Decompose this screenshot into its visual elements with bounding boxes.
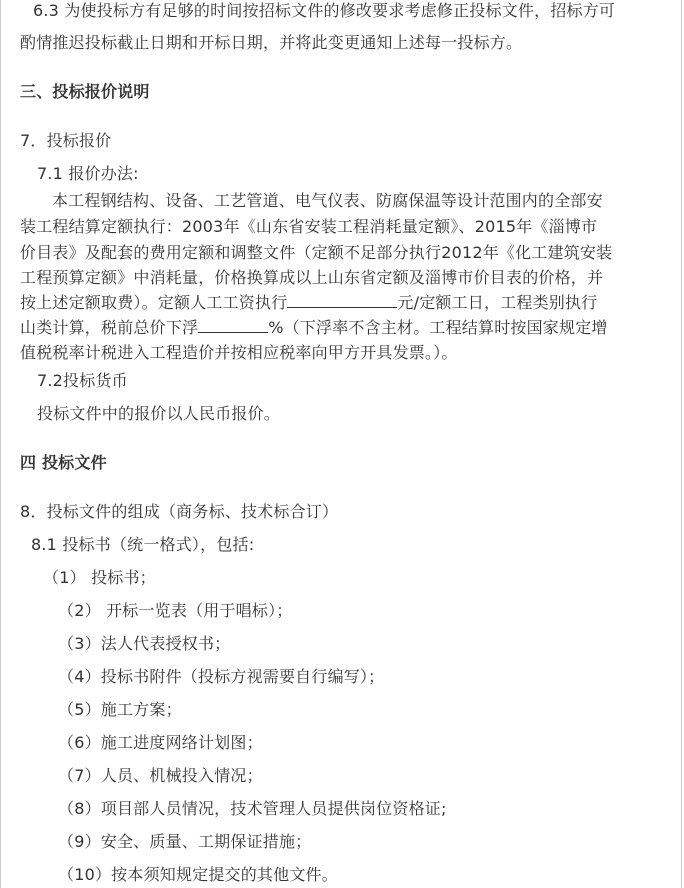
list-item: （4）投标书附件（投标方视需要自行编写）； <box>58 667 385 686</box>
item-7-title: 7．投标报价 <box>20 131 112 150</box>
list-item: （2） 开标一览表（用于唱标）； <box>58 601 293 620</box>
paragraph-line-4: 工程预算定额》中消耗量，价格换算成以上山东省定额及淄博市价目表的价格，并 <box>20 268 604 287</box>
discount-blank <box>198 318 268 333</box>
list-item: （5）施工方案； <box>58 700 182 719</box>
paragraph-line-6-text-b: %（下浮率不含主材。工程结算时按国家规定增 <box>268 318 608 337</box>
section-4-heading: 四 投标文件 <box>20 453 107 472</box>
wage-blank <box>287 293 397 308</box>
item-8-1-title: 8.1 投标书（统一格式），包括: <box>31 535 255 554</box>
list-item: （1） 投标书； <box>43 568 156 587</box>
paragraph-line-3: 价目表》及配套的费用定额和调整文件（定额不足部分执行2012年《化工建筑安装 <box>20 243 613 262</box>
paragraph-line-2: 装工程结算定额执行：2003年《山东省安装工程消耗量定额》、2015年《淄博市 <box>20 217 598 236</box>
list-item: （10）按本须知规定提交的其他文件。 <box>58 865 338 884</box>
item-7-2-title: 7.2投标货币 <box>37 371 128 390</box>
list-item: （8）项目部人员情况，技术管理人员提供岗位资格证; <box>58 799 447 818</box>
paragraph-line-6 <box>20 318 608 338</box>
item-7-2-text: 投标文件中的报价以人民币报价。 <box>37 404 281 423</box>
paragraph-line-1: 本工程钢结构、设备、工艺管道、电气仪表、防腐保温等设计范围内的全部安 <box>52 191 603 210</box>
list-item: （6）施工进度网络计划图； <box>58 733 263 752</box>
paragraph-line-5-text-b: 元/定额工日，工程类别执行 <box>397 293 598 312</box>
paragraph-line-7: 值税税率计税进入工程造价并按相应税率向甲方开具发票。）。 <box>20 343 458 362</box>
item-8-title: 8．投标文件的组成（商务标、技术标合订） <box>20 502 339 521</box>
clause-6-3-line-1: 6.3 为使投标方有足够的时间按招标文件的修改要求考虑修正投标文件，招标方可 <box>33 1 616 20</box>
list-item: （9）安全、质量、工期保证措施； <box>58 832 312 851</box>
paragraph-line-5 <box>20 293 597 313</box>
paragraph-line-5-text-a: 按上述定额取费）。定额人工工资执行 <box>20 293 288 312</box>
item-7-1-title: 7.1 报价办法: <box>37 164 139 183</box>
section-3-heading: 三、投标报价说明 <box>20 82 150 101</box>
clause-6-3-line-2: 酌情推迟投标截止日期和开标日期，并将此变更通知上述每一投标方。 <box>20 33 523 52</box>
list-item: （7）人员、机械投入情况； <box>58 766 263 785</box>
paragraph-line-6-text-a: 山类计算，税前总价下浮 <box>20 318 199 337</box>
list-item: （3）法人代表授权书； <box>58 634 231 653</box>
